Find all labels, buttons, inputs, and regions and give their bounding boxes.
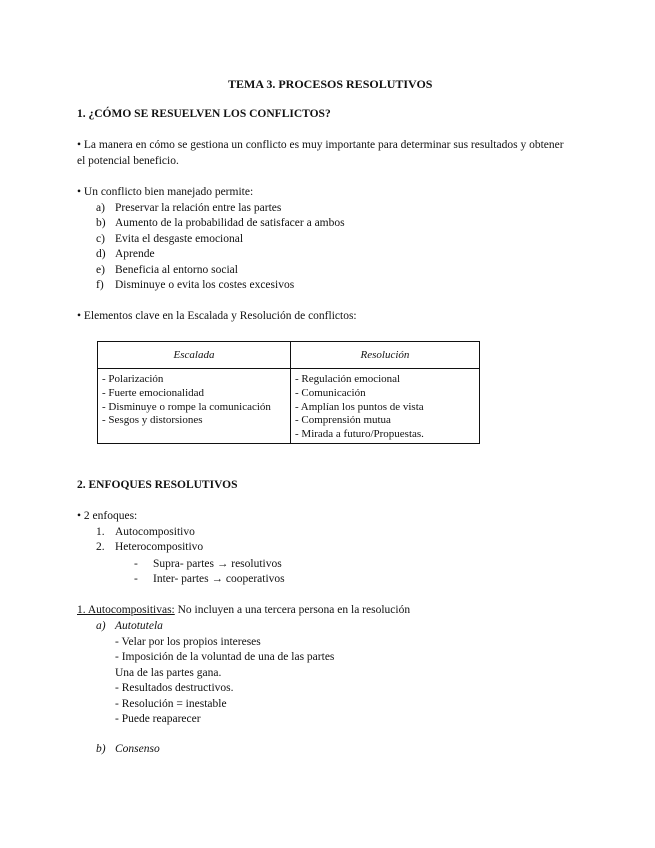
- list-item: f) Disminuye o evita los costes excesivos: [96, 279, 295, 292]
- detail-line: - Resolución = inestable: [115, 697, 227, 710]
- list-item: a) Preservar la relación entre las partes: [96, 202, 282, 214]
- section-2-heading: 2. ENFOQUES RESOLUTIVOS: [77, 479, 238, 491]
- table-row: [98, 369, 480, 444]
- escalada-cell: [98, 369, 291, 444]
- paragraph-2-intro: • Un conflicto bien manejado permite:: [77, 186, 254, 198]
- detail-line: - Imposición de la voluntad de una de las partes: [115, 651, 335, 664]
- paragraph-3: • Elementos clave en la Escalada y Resolución de conflictos:: [77, 310, 357, 322]
- autotutela-details: [115, 635, 334, 727]
- escalada-item: - Polarización: [102, 373, 164, 385]
- autocompositivas-line: [77, 604, 410, 616]
- resolucion-item: - Comprensión mutua: [295, 414, 391, 427]
- list-item: - Inter- partes → cooperativos: [134, 573, 285, 586]
- list-item: d) Aprende: [96, 248, 155, 261]
- detail-line: Una de las partes gana.: [115, 666, 222, 679]
- autocompositivas-title: 1. Autocompositivas:: [77, 604, 175, 616]
- resolucion-item: - Amplían los puntos de vista: [295, 400, 424, 413]
- list-item: b) Aumento de la probabilidad de satisfacer a ambos: [96, 217, 345, 230]
- resolucion-item: - Mirada a futuro/Propuestas.: [295, 428, 424, 441]
- resolucion-item: - Regulación emocional: [295, 373, 401, 385]
- list-item: 1. Autocompositivo: [96, 526, 195, 538]
- paragraph-1-line-1: • La manera en cómo se gestiona un conflicto es muy importante para determinar sus resultados y obtener: [77, 139, 564, 151]
- autocompositivas-description: No incluyen a una tercera persona en la resolución: [174, 604, 411, 616]
- list-item: c) Evita el desgaste emocional: [96, 232, 244, 245]
- resolucion-cell: [291, 369, 480, 444]
- sub-list: [134, 557, 285, 588]
- escalada-item: - Disminuye o rompe la comunicación: [102, 400, 271, 413]
- consenso-label: Consenso: [115, 743, 160, 755]
- enfoques-list: [96, 525, 203, 556]
- column-header-resolucion: Resolución: [291, 342, 480, 369]
- item-b: b) Consenso: [96, 743, 160, 755]
- list-item: - Supra- partes → resolutivos: [134, 558, 282, 570]
- autotutela-label: Autotutela: [115, 620, 163, 632]
- paragraph-1-line-2: el potencial beneficio.: [77, 155, 179, 167]
- item-a: a) Autotutela: [96, 620, 163, 632]
- column-header-escalada: Escalada: [98, 342, 291, 369]
- detail-line: - Velar por los propios intereses: [115, 636, 261, 648]
- enfoques-bullet: • 2 enfoques:: [77, 510, 138, 522]
- conflict-elements-table: [97, 341, 480, 444]
- benefits-list: [96, 201, 345, 293]
- resolucion-item: - Comunicación: [295, 386, 366, 399]
- escalada-item: - Sesgos y distorsiones: [102, 414, 203, 427]
- detail-line: - Puede reaparecer: [115, 713, 201, 726]
- escalada-item: - Fuerte emocionalidad: [102, 386, 205, 399]
- list-item: 2. Heterocompositivo: [96, 541, 204, 554]
- page-title: TEMA 3. PROCESOS RESOLUTIVOS: [228, 77, 433, 91]
- section-1-heading: 1. ¿CÓMO SE RESUELVEN LOS CONFLICTOS?: [77, 108, 331, 120]
- table-header-row: [98, 342, 480, 369]
- list-item: e) Beneficia al entorno social: [96, 263, 238, 276]
- detail-line: - Resultados destructivos.: [115, 682, 234, 695]
